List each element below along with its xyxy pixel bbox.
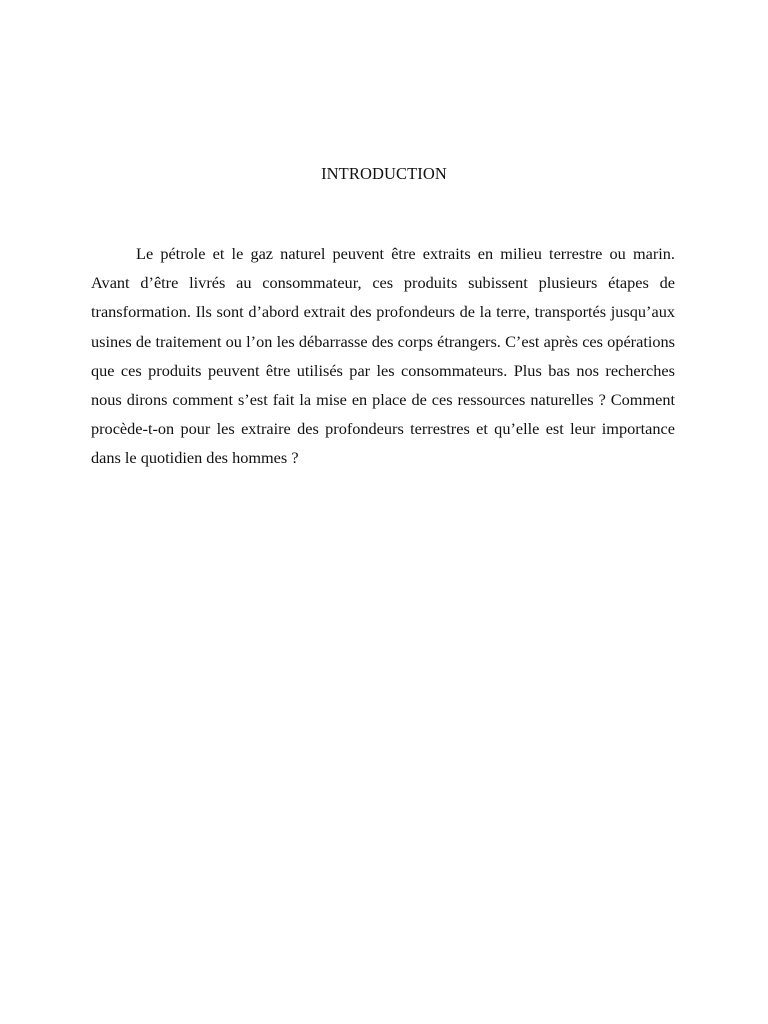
introduction-paragraph: Le pétrole et le gaz naturel peuvent être extraits en milieu terrestre ou marin. Avant d’être livrés au consommateur, ces produits subissent plusieurs étapes de transformation. Ils sont d’abord extrait des profondeurs de la terre, transportés jusqu’aux usines de traitement ou l’on les débarrasse des corps étrangers. C’est après ces opérations que ces produits peuvent être utilisés par les consommateurs. Plus bas nos recherches nous dirons comment s’est fait la mise en place de ces ressources naturelles ? Comment procède-t-on pour les extraire des profondeurs terrestres et qu’elle est leur importance dans le quotidien des hommes ?	[91, 244, 675, 468]
page-title: INTRODUCTION	[321, 164, 447, 183]
